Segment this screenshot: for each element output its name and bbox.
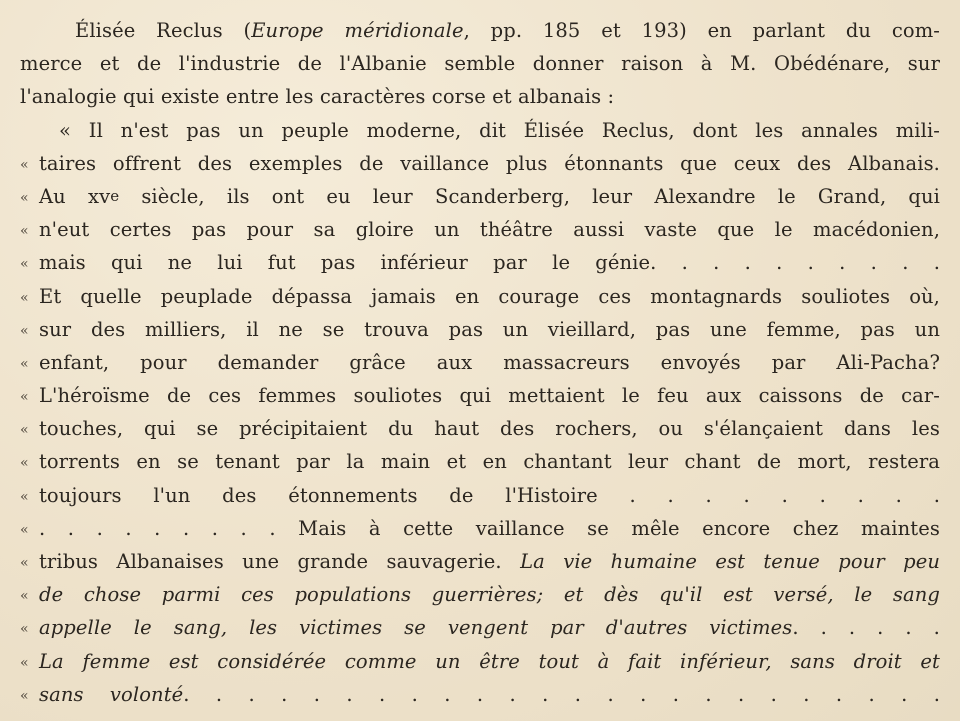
text-line [20, 180, 940, 213]
text-segment: . . . . . . [792, 616, 940, 640]
text-segment: , pp. 185 et 193) en parlant du com- [463, 19, 940, 42]
text-line [20, 611, 940, 644]
text-segment: Élisée Reclus ( [75, 19, 252, 42]
quote-mark: « [20, 521, 29, 538]
text-segment: tribus Albanaises une grande sauvagerie. [39, 550, 521, 573]
text-segment: enfant, pour demander grâce aux massacreurs envoyés par Ali-Pacha? [39, 350, 940, 374]
text-line [20, 14, 940, 47]
italic-text: La vie humaine est tenue pour peu [520, 550, 940, 573]
text-segment: merce et de l'industrie de l'Albanie semble donner raison à M. Obédénare, sur [20, 52, 940, 76]
text-line [20, 545, 940, 578]
text-segment: . . . . . . . . . Mais à cette vaillance se mêle encore chez maintes [39, 516, 940, 540]
italic-text: appelle le sang, les victimes se vengent par d'autres victimes [39, 616, 793, 640]
text-line [20, 445, 940, 478]
quote-mark: « [20, 322, 29, 339]
text-line [20, 47, 940, 80]
quote-mark: « [20, 422, 29, 439]
text-line [20, 213, 940, 246]
italic-text: sans volonté [39, 682, 184, 706]
text-block [20, 14, 940, 711]
quote-mark: « [20, 555, 29, 571]
text-line [20, 114, 940, 147]
text-segment: l'analogie qui existe entre les caractères corse et albanais : [20, 85, 615, 109]
text-line [20, 379, 940, 412]
text-segment: toujours l'un des étonnements de l'Histoire . . . . . . . . . [39, 483, 940, 507]
italic-text: La femme est considérée comme un être tout à fait inférieur, sans droit et [39, 649, 940, 673]
text-line [20, 346, 940, 379]
text-line [20, 412, 940, 445]
text-line [20, 678, 940, 711]
text-segment: Et quelle peuplade dépassa jamais en courage ces montagnards souliotes où, [39, 284, 940, 308]
quote-mark: « [20, 256, 29, 273]
quote-mark: « [20, 488, 29, 505]
text-segment: L'héroïsme de ces femmes souliotes qui mettaient le feu aux caissons de car- [39, 384, 940, 408]
italic-text: de chose parmi ces populations guerrières; et dès qu'il est versé, le sang [39, 583, 940, 607]
text-line [20, 645, 940, 678]
text-segment: taires offrent des exemples de vaillance plus étonnants que ceux des Albanais. [39, 151, 940, 175]
text-line [20, 479, 940, 512]
text-segment: n'eut certes pas pour sa gloire un théâtre aussi vaste que le macédonien, [39, 218, 940, 242]
text-segment: Au xv [39, 184, 111, 208]
quote-mark: « [20, 355, 29, 372]
quote-mark: « [20, 389, 29, 406]
text-line [20, 280, 940, 313]
quote-mark: « [20, 289, 29, 306]
text-line [20, 313, 940, 346]
text-segment: touches, qui se précipitaient du haut des rochers, ou s'élançaient dans les [39, 417, 940, 441]
text-line [20, 147, 940, 180]
quote-mark: « [20, 621, 29, 638]
text-line [20, 246, 940, 279]
quote-mark: « [20, 654, 29, 671]
quote-mark: « [20, 687, 29, 704]
quote-mark: « [20, 189, 29, 206]
quote-mark: « [20, 588, 29, 605]
text-segment: « Il n'est pas un peuple moderne, dit Élisée Reclus, dont les annales mili- [59, 118, 940, 142]
text-segment: torrents en se tenant par la main et en chantant leur chant de mort, restera [39, 450, 940, 474]
italic-text: Europe méridionale [251, 19, 464, 42]
quote-mark: « [20, 223, 29, 240]
quote-mark: « [20, 455, 29, 472]
quote-mark: « [20, 156, 29, 173]
text-segment: e [110, 186, 120, 205]
text-segment: siècle, ils ont eu leur Scanderberg, leur Alexandre le Grand, qui [119, 184, 940, 208]
text-line [20, 80, 940, 113]
text-segment: . . . . . . . . . . . . . . . . . . . . . . . . [183, 682, 940, 706]
text-line [20, 512, 940, 545]
text-segment: mais qui ne lui fut pas inférieur par le génie. . . . . . . . . . [39, 251, 940, 275]
text-line [20, 578, 940, 611]
text-segment: sur des milliers, il ne se trouva pas un vieillard, pas une femme, pas un [39, 317, 940, 341]
